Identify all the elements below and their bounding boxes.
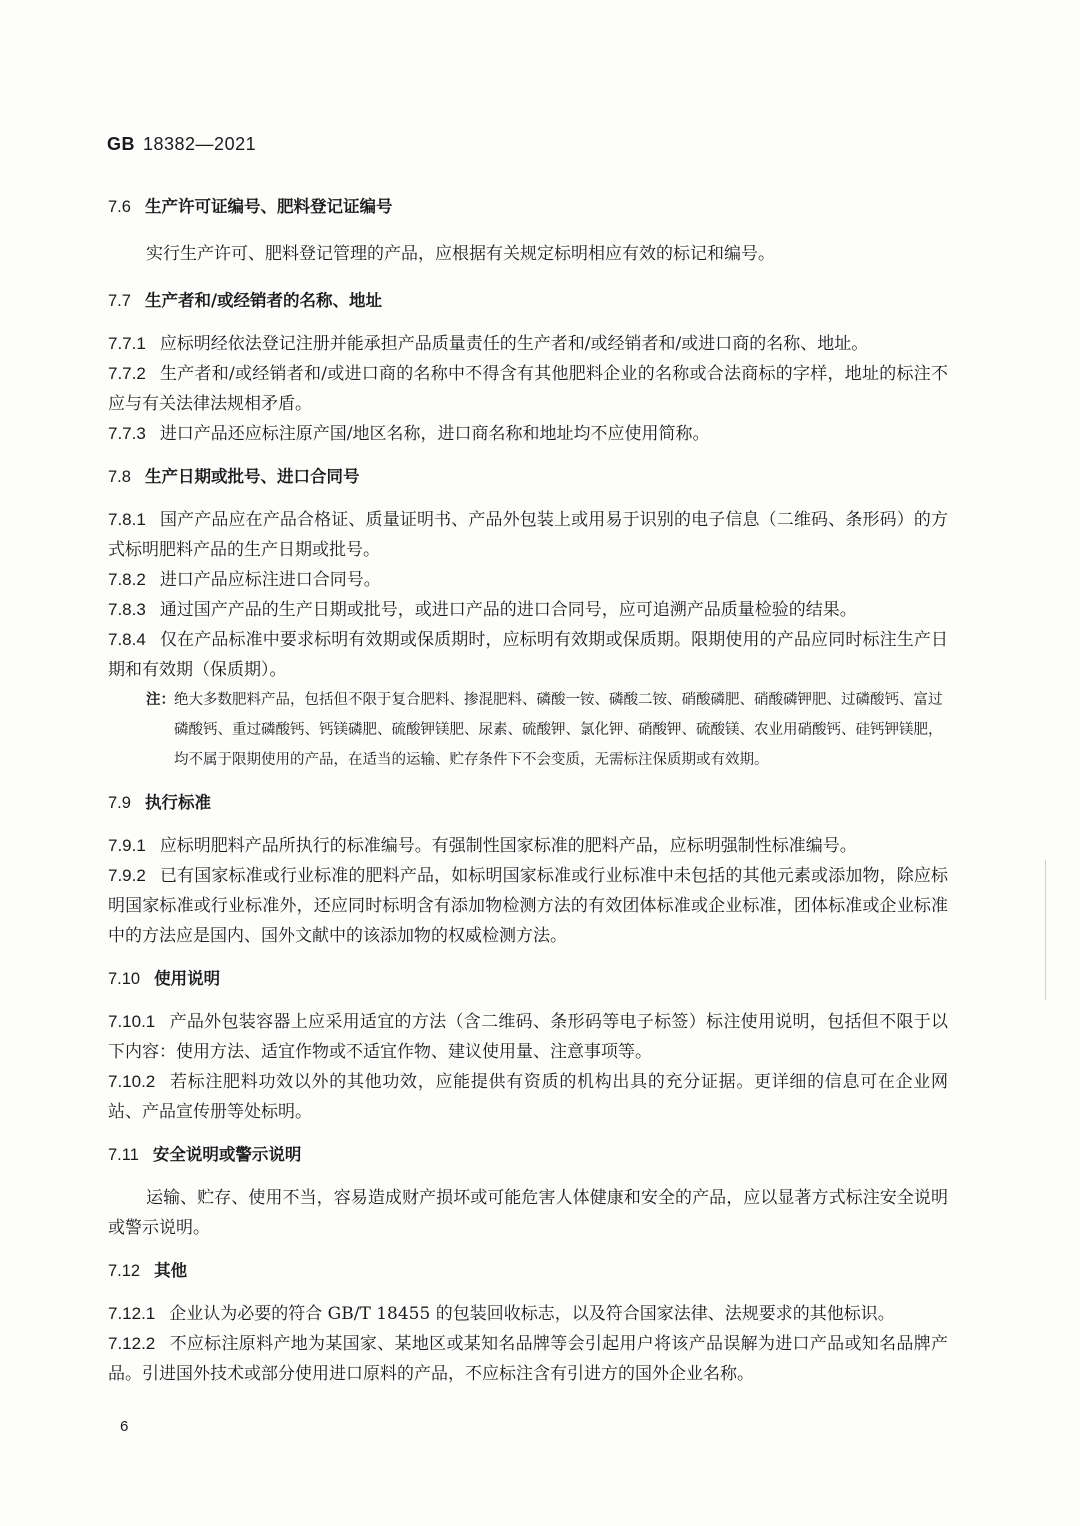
section-heading-7-9 (108, 791, 948, 815)
document-body (108, 195, 948, 1389)
clause-7-12-2 (108, 1329, 948, 1389)
clause-text: 应标明肥料产品所执行的标准编号。有强制性国家标准的肥料产品，应标明强制性标准编号。 (159, 836, 857, 856)
clause-7-7-1 (108, 329, 948, 359)
section-title: 生产者和/或经销者的名称、地址 (144, 291, 382, 310)
section-heading-7-8 (108, 465, 948, 489)
section-heading-7-12 (108, 1259, 948, 1283)
section-number: 7.6 (108, 198, 131, 216)
note-text: 绝大多数肥料产品，包括但不限于复合肥料、掺混肥料、磷酸一铵、磷酸二铵、硝酸磷肥、硝酸磷钾肥、过磷酸钙、富过磷酸钙、重过磷酸钙、钙镁磷肥、硫酸钾镁肥、尿素、硫酸钾、氯化钾、硝酸钾、硫酸镁、农业用硝酸钙、硅钙钾镁肥，均不属于限期使用的产品，在适当的运输、贮存条件下不会变质，无需标注保质期或有效期。 (174, 692, 943, 768)
clause-text: 通过国产产品的生产日期或批号，或进口产品的进口合同号，应可追溯产品质量检验的结果。 (159, 600, 857, 620)
section-title: 其他 (154, 1261, 188, 1280)
clause-number: 7.12.1 (108, 1304, 156, 1323)
section-number: 7.8 (108, 468, 131, 486)
clause-number: 7.8.4 (108, 630, 146, 649)
standard-number: 18382—2021 (143, 134, 257, 154)
clause-number: 7.8.1 (108, 510, 146, 529)
clause-text: 仅在产品标准中要求标明有效期或保质期时，应标明有效期或保质期。限期使用的产品应同时标注生产日期和有效期（保质期）。 (108, 630, 948, 680)
note-label: 注： (146, 692, 175, 708)
section-heading-7-7 (108, 289, 948, 313)
section-heading-7-10 (108, 967, 948, 991)
clause-text: 已有国家标准或行业标准的肥料产品，如标明国家标准或行业标准中未包括的其他元素或添加物，除应标明国家标准或行业标准外，还应同时标明含有添加物检测方法的有效团体标准或企业标准，团体标准或企业标准中的方法应是国内、国外文献中的该添加物的权威检测方法。 (108, 866, 948, 946)
section-title: 使用说明 (154, 969, 221, 988)
section-title: 安全说明或警示说明 (152, 1145, 302, 1164)
clause-7-8-2 (108, 565, 948, 595)
standard-header (107, 134, 256, 155)
clause-text: 产品外包装容器上应采用适宜的方法（含二维码、条形码等电子标签）标注使用说明，包括但不限于以下内容：使用方法、适宜作物或不适宜作物、建议使用量、注意事项等。 (108, 1012, 948, 1062)
clause-number: 7.7.1 (108, 334, 146, 353)
clause-7-8-3 (108, 595, 948, 625)
section-title: 执行标准 (144, 793, 211, 812)
clause-text: 进口产品应标注进口合同号。 (159, 570, 381, 590)
clause-text: 若标注肥料功效以外的其他功效，应能提供有资质的机构出具的充分证据。更详细的信息可在企业网站、产品宣传册等处标明。 (108, 1072, 948, 1122)
section-number: 7.11 (108, 1146, 139, 1164)
clause-number: 7.9.2 (108, 866, 146, 885)
clause-number: 7.9.1 (108, 836, 146, 855)
clause-text: 进口产品还应标注原产国/地区名称，进口商名称和地址均不应使用简称。 (159, 424, 710, 444)
section-number: 7.12 (108, 1262, 141, 1280)
clause-7-8-4 (108, 625, 948, 685)
section-heading-7-6 (108, 195, 948, 219)
note-7-8-4 (108, 685, 948, 775)
clause-number: 7.12.2 (108, 1334, 156, 1353)
section-number: 7.10 (108, 970, 141, 988)
clause-7-10-1 (108, 1007, 948, 1067)
clause-7-8-1 (108, 505, 948, 565)
clause-7-10-2 (108, 1067, 948, 1127)
clause-7-7-3 (108, 419, 948, 449)
clause-number: 7.10.1 (108, 1012, 156, 1031)
clause-text: 国产产品应在产品合格证、质量证明书、产品外包装上或用易于识别的电子信息（二维码、条形码）的方式标明肥料产品的生产日期或批号。 (108, 510, 948, 560)
clause-text: 不应标注原料产地为某国家、某地区或某知名品牌等会引起用户将该产品误解为进口产品或知名品牌产品。引进国外技术或部分使用进口原料的产品，不应标注含有引进方的国外企业名称。 (108, 1334, 948, 1384)
section-heading-7-11 (108, 1143, 948, 1167)
clause-number: 7.7.3 (108, 424, 146, 443)
clause-7-7-2 (108, 359, 948, 419)
clause-text: 生产者和/或经销者和/或进口商的名称中不得含有其他肥料企业的名称或合法商标的字样，地址的标注不应与有关法律法规相矛盾。 (108, 364, 948, 414)
clause-text: 企业认为必要的符合 GB/T 18455 的包装回收标志，以及符合国家法律、法规要求的其他标识。 (169, 1304, 895, 1324)
page-number: 6 (120, 1418, 129, 1435)
clause-number: 7.7.2 (108, 364, 146, 383)
scan-margin-line (1045, 860, 1046, 1000)
clause-number: 7.10.2 (108, 1072, 156, 1091)
paragraph-7-11: 运输、贮存、使用不当，容易造成财产损坏或可能危害人体健康和安全的产品，应以显著方式标注安全说明或警示说明。 (108, 1188, 948, 1238)
clause-7-9-1 (108, 831, 948, 861)
paragraph-7-6: 实行生产许可、肥料登记管理的产品，应根据有关规定标明相应有效的标记和编号。 (146, 244, 775, 264)
clause-number: 7.8.3 (108, 600, 146, 619)
section-title: 生产许可证编号、肥料登记证编号 (144, 197, 393, 216)
section-number: 7.9 (108, 794, 131, 812)
clause-7-9-2 (108, 861, 948, 951)
section-title: 生产日期或批号、进口合同号 (144, 467, 360, 486)
clause-text: 应标明经依法登记注册并能承担产品质量责任的生产者和/或经销者和/或进口商的名称、地址。 (159, 334, 869, 354)
section-number: 7.7 (108, 292, 131, 310)
standard-code: GB (107, 134, 135, 154)
clause-7-12-1 (108, 1299, 948, 1329)
clause-number: 7.8.2 (108, 570, 146, 589)
